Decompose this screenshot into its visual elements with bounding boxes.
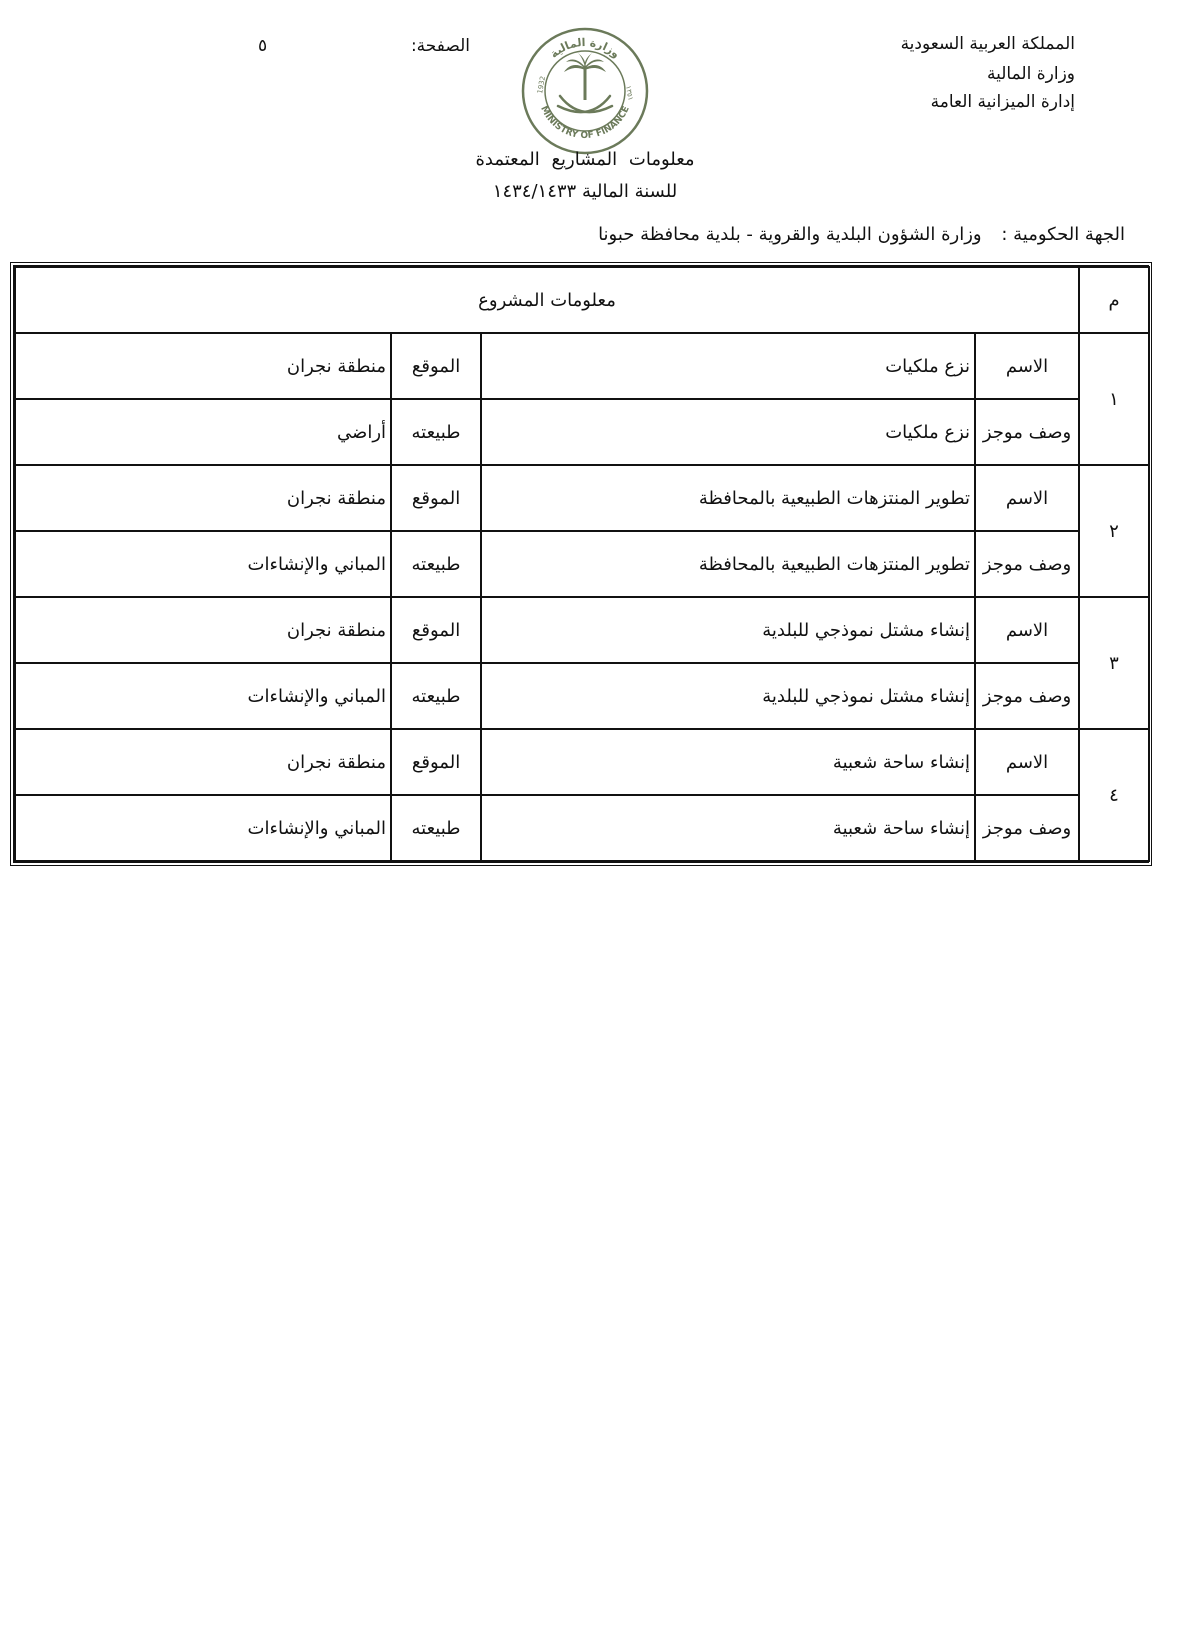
project-name: إنشاء مشتل نموذجي للبلدية (481, 597, 975, 663)
nature-label: طبيعته (391, 663, 481, 729)
svg-text:وزارة المالية (548, 36, 623, 61)
location-label: الموقع (391, 597, 481, 663)
location-label: الموقع (391, 729, 481, 795)
project-location: منطقة نجران (15, 333, 391, 399)
column-info-header: معلومات المشروع (15, 267, 1079, 333)
entity-value: وزارة الشؤون البلدية والقروية - بلدية محافظة حبونا (598, 224, 982, 245)
ministry-of-finance-seal-icon (520, 26, 650, 156)
header-line-kingdom: المملكة العربية السعودية (900, 34, 1075, 54)
name-label: الاسم (975, 597, 1079, 663)
table-row (15, 465, 1149, 531)
ministry-logo (520, 26, 650, 156)
palm-tree-icon (564, 53, 606, 100)
project-description: إنشاء ساحة شعبية (481, 795, 975, 861)
logo-year-right: ١٣٥١ (624, 84, 635, 102)
page-label: الصفحة: (410, 36, 470, 56)
nature-label: طبيعته (391, 399, 481, 465)
description-label: وصف موجز (975, 795, 1079, 861)
project-number: ١ (1079, 333, 1149, 465)
project-nature: أراضي (15, 399, 391, 465)
project-number: ٢ (1079, 465, 1149, 597)
government-entity (425, 220, 1125, 250)
project-location: منطقة نجران (15, 465, 391, 531)
location-label: الموقع (391, 465, 481, 531)
table-row (15, 663, 1149, 729)
project-nature: المباني والإنشاءات (15, 795, 391, 861)
title-line-1: معلومات المشاريع المعتمدة (475, 149, 695, 170)
table-row (15, 729, 1149, 795)
project-description: تطوير المنتزهات الطبيعية بالمحافظة (481, 531, 975, 597)
project-number: ٤ (1079, 729, 1149, 861)
name-label: الاسم (975, 729, 1079, 795)
description-label: وصف موجز (975, 399, 1079, 465)
project-location: منطقة نجران (15, 597, 391, 663)
project-name: إنشاء ساحة شعبية (481, 729, 975, 795)
table-row (15, 597, 1149, 663)
table-row (15, 795, 1149, 861)
table-header-row (15, 267, 1149, 333)
logo-english-text: MINISTRY OF FINANCE (538, 104, 632, 142)
entity-label: الجهة الحكومية : (1001, 224, 1125, 245)
column-number-header: م (1079, 267, 1149, 333)
title-line-2: للسنة المالية ١٤٣٤/١٤٣٣ (492, 181, 678, 202)
logo-year-left: 1932 (536, 75, 548, 95)
project-name: نزع ملكيات (481, 333, 975, 399)
nature-label: طبيعته (391, 531, 481, 597)
project-location: منطقة نجران (15, 729, 391, 795)
table-row (15, 333, 1149, 399)
projects-table (10, 262, 1152, 866)
document-title (420, 144, 750, 208)
project-description: نزع ملكيات (481, 399, 975, 465)
name-label: الاسم (975, 333, 1079, 399)
page-number: ٥ (258, 36, 268, 56)
description-label: وصف موجز (975, 531, 1079, 597)
location-label: الموقع (391, 333, 481, 399)
table-row (15, 399, 1149, 465)
project-name: تطوير المنتزهات الطبيعية بالمحافظة (481, 465, 975, 531)
header-line-department: إدارة الميزانية العامة (930, 92, 1075, 112)
header-line-ministry: وزارة المالية (987, 64, 1075, 84)
svg-text:MINISTRY OF FINANCE (538, 105, 632, 141)
project-nature: المباني والإنشاءات (15, 663, 391, 729)
project-nature: المباني والإنشاءات (15, 531, 391, 597)
logo-arabic-text: وزارة المالية (547, 35, 623, 61)
name-label: الاسم (975, 465, 1079, 531)
project-number: ٣ (1079, 597, 1149, 729)
ministry-header (815, 30, 1075, 116)
description-label: وصف موجز (975, 663, 1079, 729)
nature-label: طبيعته (391, 795, 481, 861)
project-description: إنشاء مشتل نموذجي للبلدية (481, 663, 975, 729)
table-row (15, 531, 1149, 597)
